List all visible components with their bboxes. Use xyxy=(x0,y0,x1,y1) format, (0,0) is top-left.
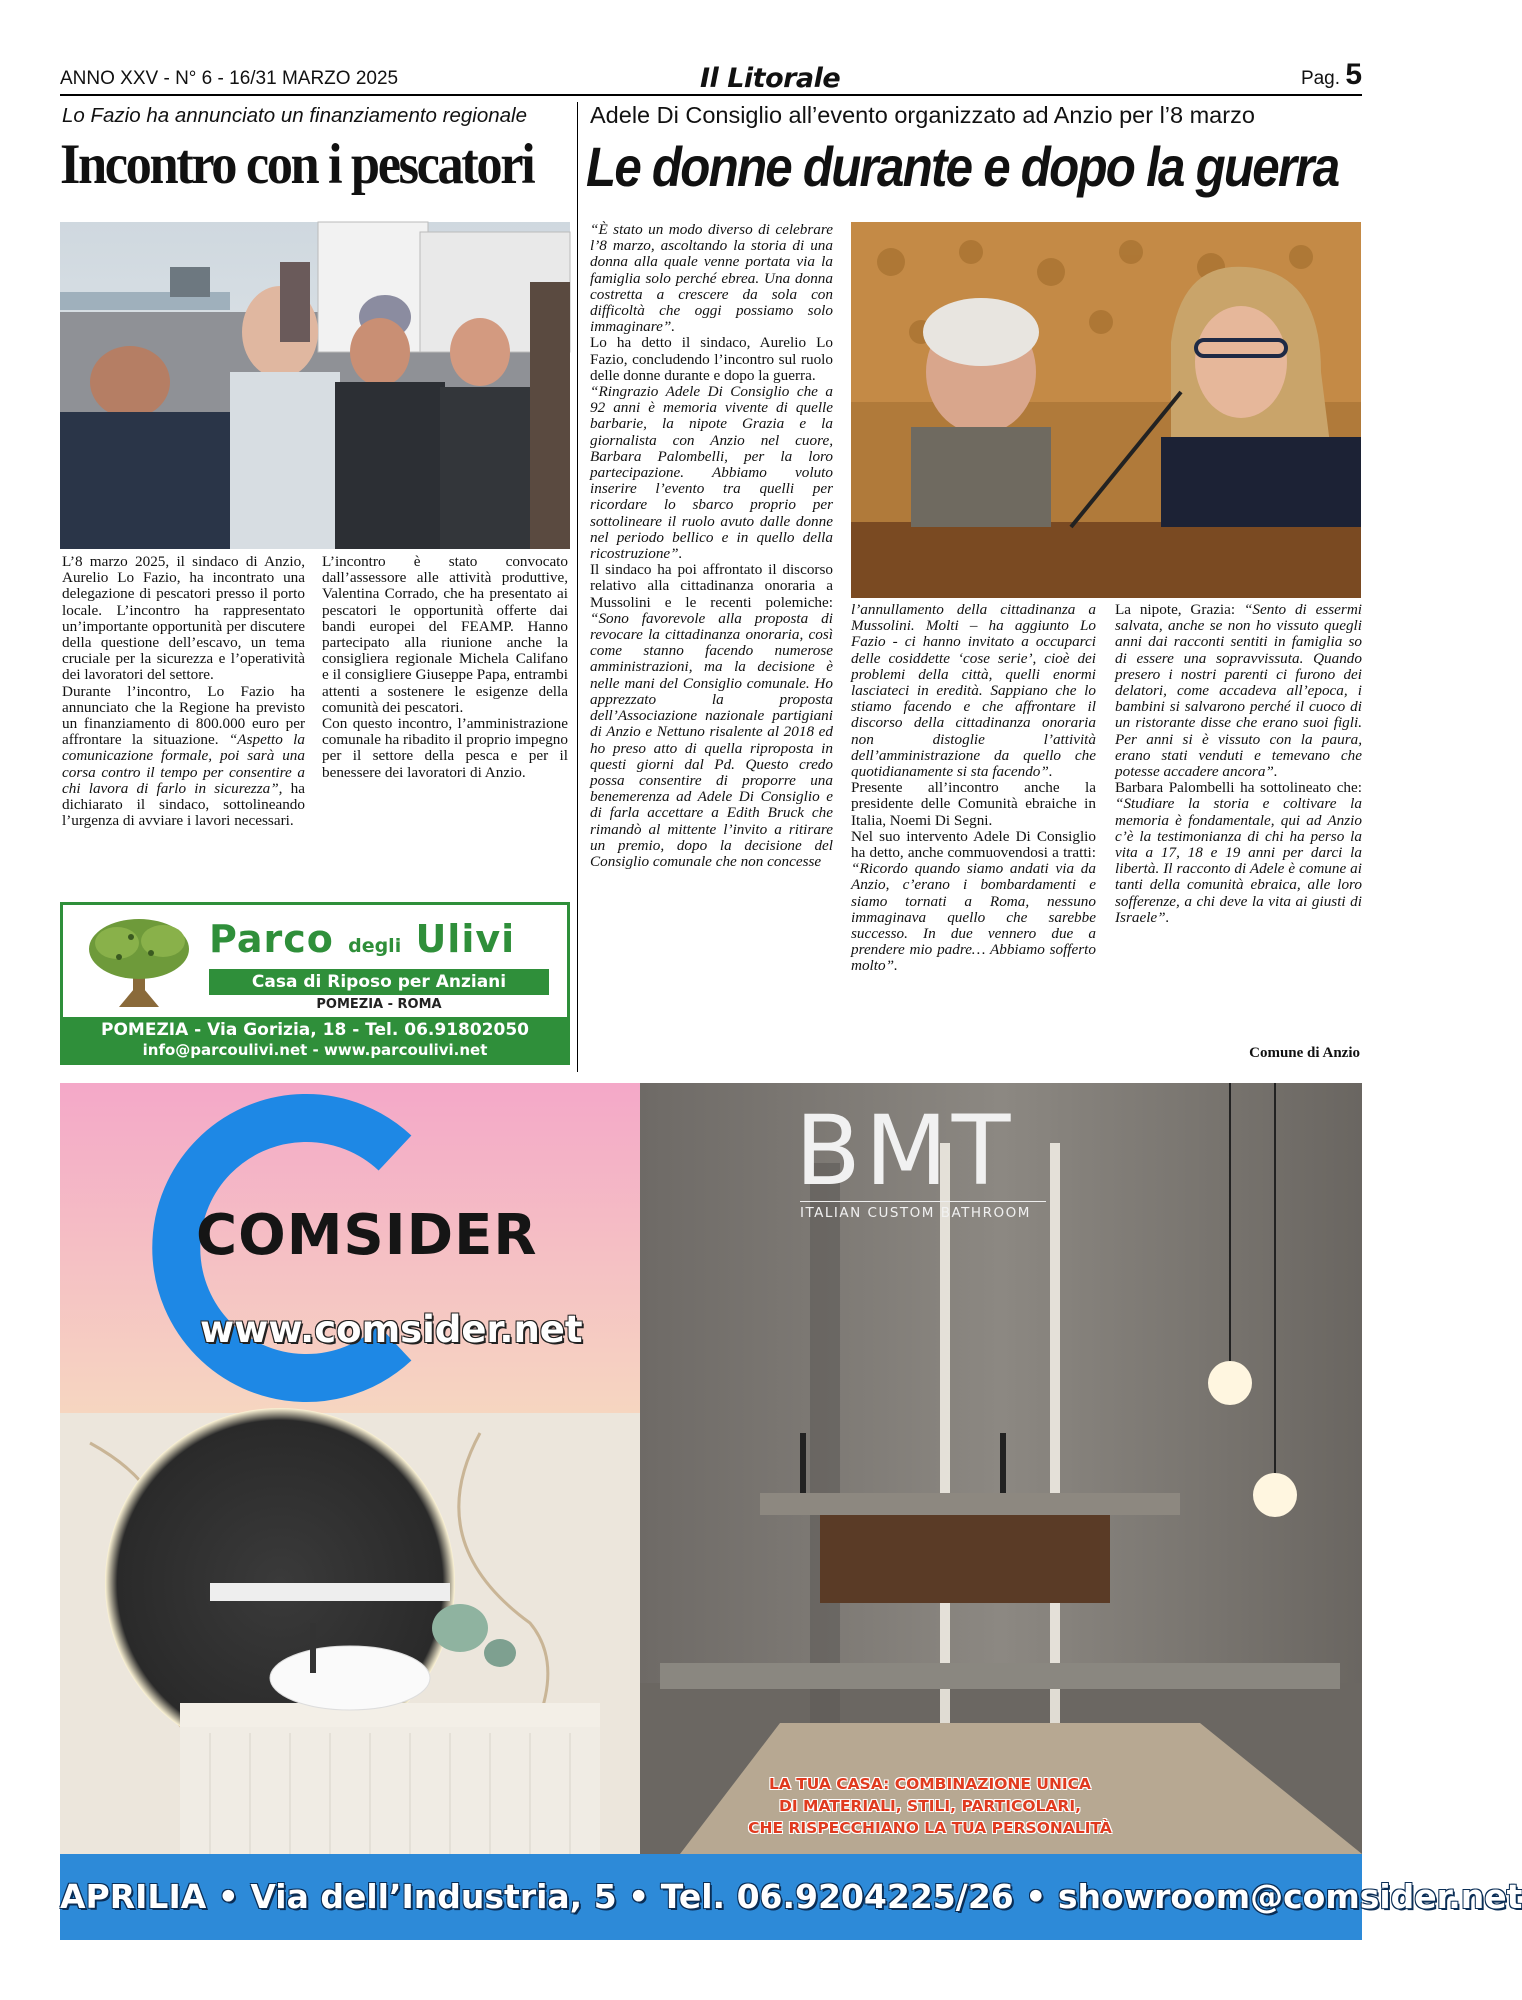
parco-ulivi-ad xyxy=(60,902,570,1065)
page-header xyxy=(60,58,1362,96)
left-article-col-1 xyxy=(62,554,305,829)
quote: “È stato un modo diverso di celebrare l’8 marzo, ascoltando la storia di una donna alla quale venne portata via la famiglia solo perché ebrea. Una donna costretta a crescere da sola con difficoltà che oggi possiamo solo immaginare”. xyxy=(590,221,833,336)
right-kicker: Adele Di Consiglio all’evento organizzato ad Anzio per l’8 marzo xyxy=(590,102,1255,128)
parco-subtitle: Casa di Riposo per Anziani xyxy=(209,969,549,995)
masthead: Il Litorale xyxy=(700,63,841,94)
bmt-subtitle: ITALIAN CUSTOM BATHROOM xyxy=(800,1201,1046,1221)
bmt-logo: BMT xyxy=(795,1095,1015,1207)
parco-city: POMEZIA - ROMA xyxy=(316,997,442,1012)
ad-tagline: LA TUA CASA: COMBINAZIONE UNICA DI MATERIALI, STILI, PARTICOLARI, CHE RISPECCHIANO LA TUA PERSONALITÀ xyxy=(748,1775,1112,1837)
paragraph: Lo ha detto il sindaco, Aurelio Lo Fazio, concludendo l’incontro sul ruolo delle donne durante e dopo la guerra. xyxy=(590,334,833,384)
paragraph: Il sindaco ha poi affrontato il discorso relativo alla cittadinanza onoraria a Mussolini e le recenti polemiche: “Sono favorevole alla proposta di revocare la cittadinanza onoraria, così come stanno facendo numerose amministrazioni, ma la decisione è nelle mani del Consiglio comunale. Ho apprezzato la proposta dell’Associazione nazionale partigiani di Anzio e Nettuno risalente al 2018 ed ho preso atto di quella riproposta in questi giorni dal Pd. Questo credo possa consentire di proporre una benemerenza ad Adele Di Consiglio e di farla accettare a Edith Bruck che rimandò al mittente l’invito a ritirare un premio, dopo la decisione del Consiglio comunale che non concesse xyxy=(590,561,833,870)
page-number: Pag. 5 xyxy=(1300,58,1362,91)
parco-web: info@parcoulivi.net - www.parcoulivi.net xyxy=(142,1041,488,1059)
parco-brand: Parco degli Ulivi xyxy=(209,917,516,961)
paragraph: Barbara Palombelli ha sottolineato che: “Studiare la storia e coltivare la memoria è fondamentale, qui ad Anzio c’è la testimonianza di chi ha perso la vita a 17, 18 e 19 anni per darci la libertà. Il racconto di Adele è comune ai tanti della comunità ebraica, alle loro sofferenze, a chi deve la vita ai giusti di Israele”. xyxy=(1115,779,1362,926)
parco-address: POMEZIA - Via Gorizia, 18 - Tel. 06.91802050 xyxy=(101,1020,529,1040)
paragraph: L’incontro è stato convocato dall’assessore alle attività produttive, Valentina Corrado, che ha presentato ai pescatori le opportunità offerte dai bandi europei del FEAMP. Hanno partecipato alla riunione anche la consigliera regionale Michela Califano e il consigliere Giuseppe Papa, entrambi attenti a sostenere le esigenze della comunità dei pescatori. xyxy=(322,553,568,716)
parco-contact-bar xyxy=(63,1017,567,1062)
comsider-url: www.comsider.net xyxy=(200,1308,583,1351)
comsider-contact-bar: APRILIA • Via dell’Industria, 5 • Tel. 06.9204225/26 • showroom@comsider.net xyxy=(60,1854,1362,1940)
paragraph: Durante l’incontro, Lo Fazio ha annunciato che la Regione ha previsto un finanziamento di 800.000 euro per affrontare la situazione. “Aspetto la comunicazione formale, poi sarà una corsa contro il tempo per consentire a chi lavora di farlo in sicurezza”, ha dichiarato il sindaco, sottolineando l’urgenza di avviare i lavori necessari. xyxy=(62,682,305,830)
quote: “Ringrazio Adele Di Consiglio che a 92 anni è memoria vivente di quelle barbarie, la nipote Grazia e la giornalista con Anzio nel cuore, Barbara Palombelli, per la loro partecipazione. Abbiamo voluto inserire l’evento tra quelli per ricordare lo sbarco proprio per sottolineare il ruolo avuto dalle donne nel periodo bellico e in quello della ricostruzione”. xyxy=(590,383,833,563)
comsider-brand: COMSIDER xyxy=(196,1203,538,1268)
paragraph: L’8 marzo 2025, il sindaco di Anzio, Aurelio Lo Fazio, ha incontrato una delegazione di pescatori presso il porto locale. L’incontro ha rappresentato un’importante opportunità per discutere della questione dell’escavo, un tema cruciale per la sicurezza e l’operatività dei lavoratori del settore. xyxy=(62,553,305,684)
paragraph: Presente all’incontro anche la presidente delle Comunità ebraiche in Italia, Noemi Di Segni. xyxy=(851,779,1096,829)
right-article-col-3 xyxy=(1115,602,1362,926)
issue-line: ANNO XXV - N° 6 - 16/31 MARZO 2025 xyxy=(60,68,399,89)
event-photo xyxy=(851,222,1361,598)
left-article-col-2 xyxy=(322,554,568,781)
left-headline: Incontro con i pescatori xyxy=(60,133,534,196)
quote: l’annullamento della cittadinanza a Mussolini. Molti – ha aggiunto Lo Fazio - ci hanno invitato a occuparci delle cosiddette ‘cose serie’, cioè dei problemi della città, quelli enormi lasciateci in eredità. Sappiano che lo stiamo facendo e che affrontare il discorso della cittadinanza onoraria non distoglie l’attività dell’amministrazione da quello che quotidianamente si sta facendo”. xyxy=(851,601,1096,781)
right-article-col-1 xyxy=(590,222,833,870)
paragraph: La nipote, Grazia: “Sento di essermi salvata, anche se non ho vissuto quegli anni dai racconti sentiti in famiglia so di essere una sopravvissuta. Quando presero i nostri parenti ci furono dei delatori, come accadeva all’epoca, i bambini si salvarono perché il cuoco di un ristorante disse che erano suoi figli. Per anni si è vissuto con la paura, erano stati venduti e temevano che potesse accadere ancora”. xyxy=(1115,601,1363,781)
comsider-ad xyxy=(60,1083,1522,1940)
parco-ad-top xyxy=(63,905,567,1017)
column-divider xyxy=(577,102,578,1072)
paragraph: Con questo incontro, l’amministrazione comunale ha ribadito il proprio impegno per il settore della pesca e per il benessere dei lavoratori di Anzio. xyxy=(322,715,568,781)
fishermen-photo xyxy=(60,222,570,549)
olive-tree-icon xyxy=(79,913,199,1011)
right-article-col-2 xyxy=(851,602,1096,975)
left-kicker: Lo Fazio ha annunciato un finanziamento regionale xyxy=(62,104,527,127)
right-headline: Le donne durante e dopo la guerra xyxy=(586,135,1339,198)
article-signature: Comune di Anzio xyxy=(1249,1045,1360,1061)
paragraph: Nel suo intervento Adele Di Consiglio ha detto, anche commuovendosi a tratti: “Ricordo quando siamo andati via da Anzio, c’erano i bombardamenti e siamo tornati a Roma, nessuno immaginava quello che sarebbe successo. In due vennero due a prendere mio padre… Abbiamo sofferto molto”. xyxy=(851,827,1096,975)
